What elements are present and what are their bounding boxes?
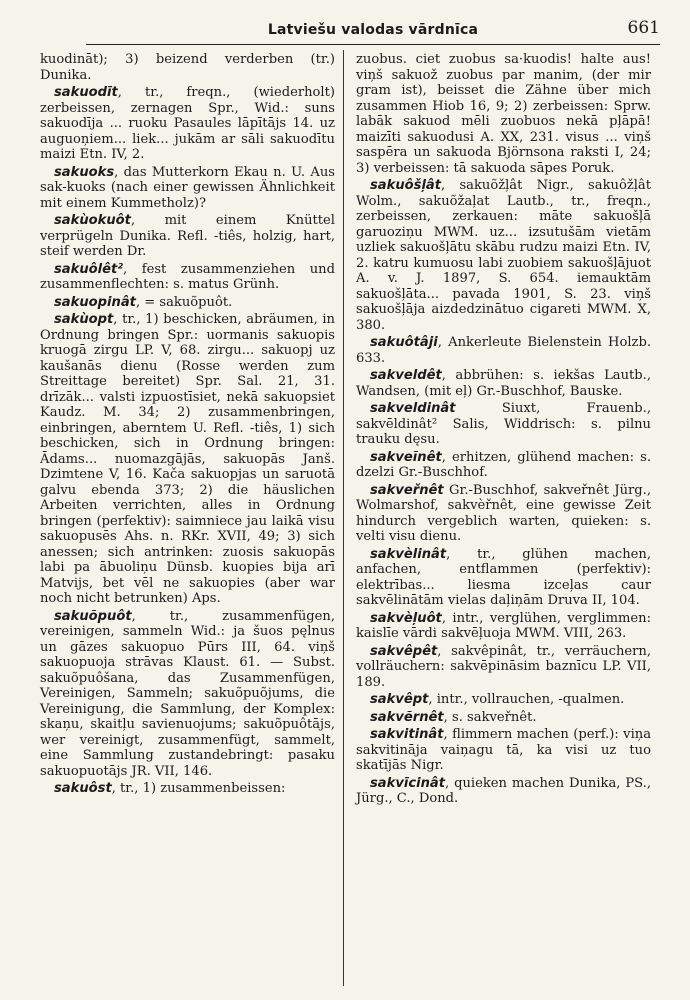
headword: sakveldinât (370, 401, 456, 416)
headword: sakùokuôt (54, 213, 131, 228)
column-divider (343, 50, 344, 986)
headword: sakuoks (54, 164, 115, 180)
entry-sakveluot: sakvèļuôt, intr., verglühen, verglimmen: kaislīe vārdi sakvēļuoja MWM. VIII, 263. (356, 610, 651, 641)
headword: sakuôlêt² (54, 261, 124, 277)
entry-sakveldinat: sakveldinât Siuxt, Frauenb., sakvēldinât² Salis, Widdrisch: s. pilnu trauku dęsu. (356, 401, 651, 447)
page-title: Latviešu valodas vārdnīca (267, 22, 479, 38)
entry-sakuolet: sakuôlêt², fest zusammenziehen und zusammenflechten: s. matus Grünh. (40, 261, 335, 292)
entry-sakvernet: sakveřnêt Gr.-Buschhof, sakveřnêt Jürg., Wolmarshof, sakvèřnêt, eine gewisse Zeit hindurch vergeblich warten, quieken: s. velti visu dienu. (356, 482, 651, 544)
headword: sakuodīt (54, 85, 118, 100)
entry-continuation: kuodināt); 3) beizend verderben (tr.) Dunika. (40, 52, 335, 83)
entry-sakuoslat: sakuôšļât, sakuõžļât Nigr., sakuôžļât Wolm., sakuõžaļat Lautb., tr., freqn., zerbeissen, zerkauen: māte sakuošļā garuoziņu MWM. uz... izsutušām vietām uzliek sakuošļātu skābu rudzu maizi Etn. IV, 2. katru kumuosu labi zuobiem sakuošļājuot A. v. J. 1897, S. 654. iemauktām sakuošļāta... pavada 1901, S. 23. viņš sakuošļāja aizdedzinātuo cigareti MWM. X, 380. (356, 178, 651, 333)
left-column (40, 52, 335, 799)
entry-sakuodit: sakuodīt, tr., freqn., (wiederholt) zerbeissen, zernagen Spr., Wid.: suns sakuodīja ... ruoku Pasaules lāpītājs 14. uz auguoņiem... liek... jukām ar sāli sakuodītu maizi Etn. IV, 2. (40, 85, 335, 162)
headword: sakuôtâji (370, 335, 438, 350)
headword: sakvèlinât (370, 546, 447, 562)
page-number: 661 (627, 18, 660, 38)
headword: sakuôst (54, 781, 112, 796)
headword: sakuõpuôt (54, 608, 132, 624)
entry-sakvepet: sakvêpêt, sakvêpinât, tr., verräuchern, vollräuchern: sakvēpināsim baznīcu LP. VII, 189. (356, 643, 651, 690)
headword: sakvêpêt (370, 643, 438, 659)
entry-sakvept: sakvêpt, intr., vollrauchen, -qualmen. (370, 692, 625, 707)
page-header (86, 18, 660, 45)
right-column (356, 52, 651, 809)
entry-sakuokuot: sakùokuôt, mit einem Knüttel verprügeln Dunika. Refl. -tiês, holzig, hart, steif werden Dr. (40, 213, 335, 259)
entry-sakvicinat: sakvīcinât, quieken machen Dunika, PS., Jürg., C., Dond. (356, 775, 651, 806)
entry-sakuoks: sakuoks, das Mutterkorn Ekau n. U. Aus sak-kuoks (nach einer gewissen Ähnlichkeit mit einem Kummetholz)? (40, 164, 335, 211)
entry-sakuotaji: sakuôtâji, Ankerleute Bielenstein Holzb. 633. (356, 335, 651, 366)
entry-sakuopuot: sakuõpuôt, tr., zusammenfügen, vereinigen, sammeln Wid.: ja šuos pęlnus un gāzes sakuopuo Pūrs III, 64. viņš sakuopuoja strāvas Klaust. 61. — Subst. sakuõpuôšana, das Zusammenfügen, Vereinigen, Sammeln; sakuõpuõjums, die Vereinigung, die Sammlung, der Komplex: skaņu, skaitļu savienuojums; sakuõpuôtājs, wer vereinigt, zusammenfügt, sammelt, eine Sammlung zustandebringt: pasaku sakuopuotājs JR. VII, 146. (40, 608, 335, 779)
headword: sakveřnêt (370, 482, 444, 498)
headword: sakuôšļât (370, 178, 442, 193)
entry-sakuopt: sakùopt, tr., 1) beschicken, abräumen, in Ordnung bringen Spr.: uormanis sakuopis kruogā zirgu LP. V, 68. zirgu... sakuopj uz kaušanās dienu (Rosse werden zum Streittage bereitet) Spr. Sal. 21, 31. drīzāk... valsti izpuostīsiet, nekā sakuopsiet Kaudz. M. 34; 2) zusammenbringen, einbringen, aberntem U. Refl. -tiês, 1) sich beschicken, sich in Ordnung bringen: Ādams... nuomazgājās, sakuopās Janš. Dzimtene V, 16. Kača sakuopjas un saruotā galvu ebenda 373; 2) die häuslichen Arbeiten verrichten, alles in Ordnung bringen (perfektiv): saimniece jau laikā visu sakuopusēs Ahs. n. RKr. XVII, 49; 3) sich anessen; sich antrinken: zuosis sakuopās labi pa ābuoliņu Dünsb. kuopies bija arī Matvijs, bet vēl ne sakuopies (aber war noch nicht betrunken) Aps. (40, 312, 335, 606)
headword: sakveldêt (370, 368, 442, 383)
headword: sakvêpt (370, 692, 429, 707)
headword: sakvīcinât (370, 775, 446, 791)
headword: sakùopt (54, 312, 114, 327)
headword: sakveĩnêt (370, 449, 442, 465)
entry-sakuost: sakuôst, tr., 1) zusammenbeissen: (54, 781, 286, 796)
headword: sakvẽrnêt (370, 709, 444, 725)
entry-sakvelinat: sakvèlinât, tr., glühen machen, anfachen, entflammen (perfektiv): elektrības... liesma izceļas caur sakvēlinātām vielas daļiņām Druva II, 104. (356, 546, 651, 608)
entry-sakuopinat: sakuopinât, = sakuõpuôt. (54, 294, 233, 310)
entry-sakveldet: sakveldêt, abbrühen: s. iekšas Lautb., Wandsen, (mit eļ) Gr.-Buschhof, Bauske. (356, 368, 651, 399)
headword: sakvèļuôt (370, 610, 442, 626)
headword: sakuopinât (54, 294, 136, 310)
entry-sakvelnet: sakveĩnêt, erhitzen, glühend machen: s. dzelzi Gr.-Buschhof. (356, 449, 651, 480)
headword: sakvitinât (370, 727, 444, 742)
entry-sakvitinat: sakvitinât, flimmern machen (perf.): viņa sakvitināja vaiņagu tā, ka visi uz tuo skatījās Nigr. (356, 727, 651, 773)
entry-sakvernet-ref: sakvẽrnêt, s. sakveřnêt. (370, 709, 537, 725)
entry-sakuost-continued: zuobus. ciet zuobus sa·kuodis! halte aus! viņš sakuož zuobus par manim, (der mir gram ist), beisset die Zähne über mich zusammen Hiob 16, 9; 2) zerbeissen: Sprw. labāk sakuod mēli zuobuos nekā pļāpā! maizīti sakuodusi A. XX, 231. visus ... viņš saspēra un sakuoda Björnsona raksti I, 24; 3) verbeissen: tā sakuoda sāpes Poruk. (356, 52, 651, 176)
